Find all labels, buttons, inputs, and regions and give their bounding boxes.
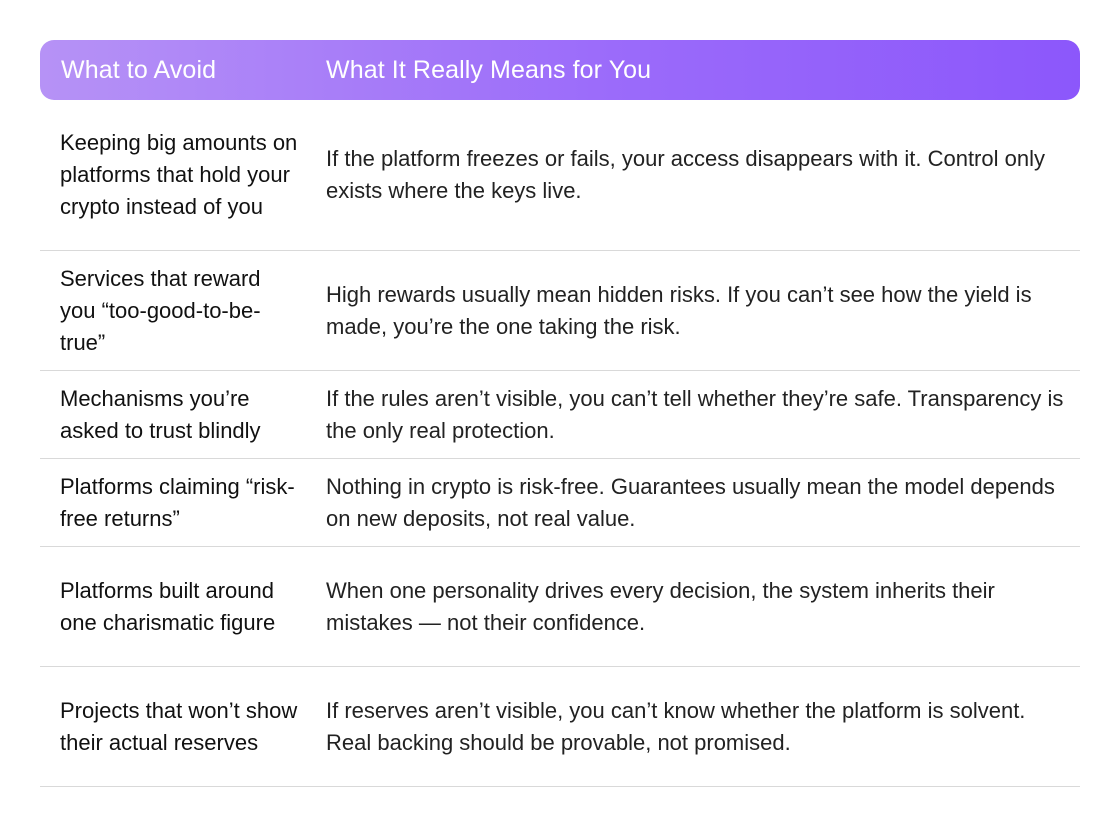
row-meaning-cell: High rewards usually mean hidden risks. If you can’t see how the yield is made, you’re the one taking the risk. bbox=[326, 281, 1032, 339]
row-avoid-cell: Platforms built around one charismatic figure bbox=[60, 577, 276, 635]
table-row bbox=[40, 371, 1080, 459]
row-meaning-cell: If reserves aren’t visible, you can’t know whether the platform is solvent. Real backing should be provable, not promised. bbox=[326, 697, 1026, 755]
row-avoid-cell: Platforms claiming “risk-free returns” bbox=[60, 473, 295, 531]
table-row bbox=[40, 100, 1080, 251]
table-header bbox=[40, 40, 1080, 100]
comparison-table bbox=[40, 40, 1080, 787]
row-meaning-cell: If the platform freezes or fails, your access disappears with it. Control only exists where the keys live. bbox=[326, 146, 1045, 203]
row-avoid-cell: Keeping big amounts on platforms that hold your crypto instead of you bbox=[60, 130, 298, 219]
row-meaning-cell: If the rules aren’t visible, you can’t tell whether they’re safe. Transparency is the only real protection. bbox=[326, 385, 1064, 443]
table-row bbox=[40, 459, 1080, 547]
table-row bbox=[40, 547, 1080, 667]
row-avoid-cell: Projects that won’t show their actual reserves bbox=[60, 697, 298, 755]
row-avoid-cell: Services that reward you “too-good-to-be-true” bbox=[60, 265, 261, 355]
table-row bbox=[40, 251, 1080, 371]
row-meaning-cell: Nothing in crypto is risk-free. Guarantees usually mean the model depends on new deposits, not real value. bbox=[326, 473, 1055, 531]
header-what-to-avoid: What to Avoid bbox=[61, 55, 217, 84]
row-avoid-cell: Mechanisms you’re asked to trust blindly bbox=[60, 385, 261, 443]
row-meaning-cell: When one personality drives every decision, the system inherits their mistakes — not their confidence. bbox=[326, 577, 995, 635]
table-row bbox=[40, 667, 1080, 787]
header-what-it-means: What It Really Means for You bbox=[326, 55, 652, 84]
